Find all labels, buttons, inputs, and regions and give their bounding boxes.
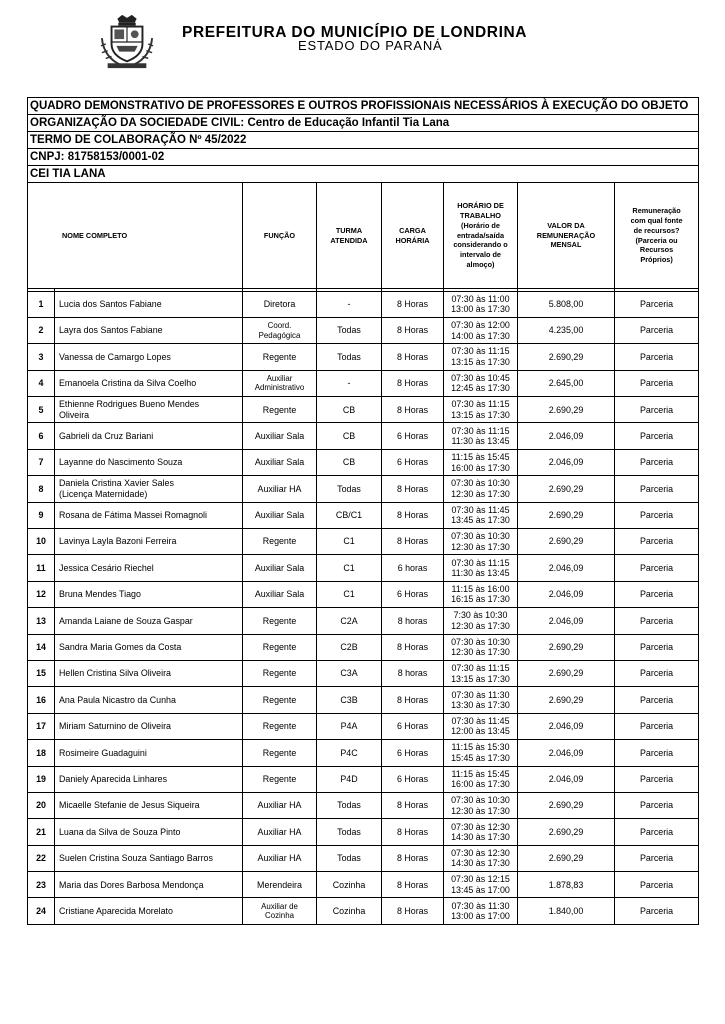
row-number: 2 [28, 317, 55, 343]
cell-valor: 2.690,29 [518, 660, 615, 686]
cell-fonte: Parceria [615, 476, 699, 502]
row-number: 1 [28, 291, 55, 317]
cell-turma: C3B [317, 687, 382, 713]
table-row [28, 317, 699, 343]
cell-turma: Cozinha [317, 898, 382, 924]
cell-horario: 07:30 às 11:00 13:00 às 17:30 [444, 291, 518, 317]
cell-valor: 2.046,09 [518, 423, 615, 449]
cell-horario: 11:15 às 15:30 15:45 às 17:30 [444, 740, 518, 766]
table-row [28, 819, 699, 845]
cell-nome: Gabrieli da Cruz Bariani [55, 423, 243, 449]
cell-nome: Amanda Laiane de Souza Gaspar [55, 608, 243, 634]
unit-line: CEI TIA LANA [28, 166, 699, 183]
cell-carga: 6 Horas [382, 713, 444, 739]
cell-turma: C1 [317, 529, 382, 555]
col-carga: CARGA HORÁRIA [382, 183, 444, 289]
cell-carga: 8 Horas [382, 502, 444, 528]
agreement-line: TERMO DE COLABORAÇÃO Nº 45/2022 [28, 132, 699, 149]
cell-carga: 6 Horas [382, 423, 444, 449]
cell-nome: Micaelle Stefanie de Jesus Siqueira [55, 792, 243, 818]
cell-carga: 8 Horas [382, 317, 444, 343]
col-nome: NOME COMPLETO [28, 183, 243, 289]
cell-fonte: Parceria [615, 713, 699, 739]
cell-funcao: Auxiliar HA [243, 845, 317, 871]
cell-nome: Hellen Cristina Silva Oliveira [55, 660, 243, 686]
cell-carga: 8 Horas [382, 634, 444, 660]
row-number: 3 [28, 344, 55, 370]
cell-valor: 2.046,09 [518, 740, 615, 766]
cell-nome: Vanessa de Camargo Lopes [55, 344, 243, 370]
row-number: 18 [28, 740, 55, 766]
cell-fonte: Parceria [615, 449, 699, 475]
cell-turma: Todas [317, 819, 382, 845]
cell-valor: 2.690,29 [518, 502, 615, 528]
table-row [28, 898, 699, 924]
cell-nome: Cristiane Aparecida Morelato [55, 898, 243, 924]
cell-fonte: Parceria [615, 766, 699, 792]
row-number: 17 [28, 713, 55, 739]
cell-funcao: Regente [243, 687, 317, 713]
cell-valor: 2.690,29 [518, 687, 615, 713]
cell-turma: C2A [317, 608, 382, 634]
row-number: 14 [28, 634, 55, 660]
cell-horario: 11:15 às 16:00 16:15 às 17:30 [444, 581, 518, 607]
cell-fonte: Parceria [615, 423, 699, 449]
cell-nome: Layanne do Nascimento Souza [55, 449, 243, 475]
cell-valor: 1.840,00 [518, 898, 615, 924]
cell-horario: 07:30 às 11:15 13:15 às 17:30 [444, 344, 518, 370]
cell-nome: Daniela Cristina Xavier Sales (Licença Maternidade) [55, 476, 243, 502]
cell-valor: 2.690,29 [518, 634, 615, 660]
header-title: PREFEITURA DO MUNICÍPIO DE LONDRINA [182, 24, 528, 41]
cell-carga: 8 Horas [382, 344, 444, 370]
row-number: 13 [28, 608, 55, 634]
letterhead [0, 0, 725, 80]
cell-funcao: Auxiliar Sala [243, 502, 317, 528]
cell-horario: 07:30 às 12:30 14:30 às 17:30 [444, 845, 518, 871]
cell-funcao: Auxiliar Sala [243, 423, 317, 449]
cell-fonte: Parceria [615, 660, 699, 686]
cell-funcao: Regente [243, 740, 317, 766]
cell-fonte: Parceria [615, 555, 699, 581]
cell-carga: 8 horas [382, 608, 444, 634]
cell-nome: Emanoela Cristina da Silva Coelho [55, 370, 243, 396]
table-row [28, 872, 699, 898]
cell-funcao: Auxiliar Sala [243, 581, 317, 607]
cell-funcao: Regente [243, 660, 317, 686]
cell-funcao: Regente [243, 397, 317, 423]
cell-nome: Lavinya Layla Bazoni Ferreira [55, 529, 243, 555]
cell-horario: 07:30 às 11:30 13:30 às 17:30 [444, 687, 518, 713]
cell-fonte: Parceria [615, 740, 699, 766]
cell-nome: Layra dos Santos Fabiane [55, 317, 243, 343]
cell-turma: Todas [317, 476, 382, 502]
row-number: 24 [28, 898, 55, 924]
cell-fonte: Parceria [615, 370, 699, 396]
cell-valor: 2.046,09 [518, 766, 615, 792]
table-row [28, 449, 699, 475]
cell-fonte: Parceria [615, 687, 699, 713]
cell-nome: Miriam Saturnino de Oliveira [55, 713, 243, 739]
cell-funcao: Merendeira [243, 872, 317, 898]
cell-valor: 2.690,29 [518, 344, 615, 370]
row-number: 5 [28, 397, 55, 423]
cell-turma: P4C [317, 740, 382, 766]
cell-funcao: Regente [243, 634, 317, 660]
cell-horario: 07:30 às 12:15 13:45 às 17:00 [444, 872, 518, 898]
cell-carga: 8 Horas [382, 898, 444, 924]
cell-funcao: Regente [243, 344, 317, 370]
cell-funcao: Coord. Pedagógica [243, 317, 317, 343]
cell-funcao: Regente [243, 608, 317, 634]
table-row [28, 608, 699, 634]
cell-nome: Maria das Dores Barbosa Mendonça [55, 872, 243, 898]
cell-horario: 11:15 às 15:45 16:00 às 17:30 [444, 449, 518, 475]
cell-valor: 2.690,29 [518, 476, 615, 502]
cell-funcao: Auxiliar Administrativo [243, 370, 317, 396]
cell-fonte: Parceria [615, 634, 699, 660]
cell-horario: 07:30 às 11:15 11:30 às 13:45 [444, 423, 518, 449]
row-number: 16 [28, 687, 55, 713]
row-number: 19 [28, 766, 55, 792]
cell-valor: 2.046,09 [518, 449, 615, 475]
table-row [28, 687, 699, 713]
table-row [28, 581, 699, 607]
cell-horario: 07:30 às 11:45 12:00 às 13:45 [444, 713, 518, 739]
cell-funcao: Auxiliar de Cozinha [243, 898, 317, 924]
cell-turma: Todas [317, 344, 382, 370]
cell-nome: Sandra Maria Gomes da Costa [55, 634, 243, 660]
cell-horario: 07:30 às 11:15 13:15 às 17:30 [444, 660, 518, 686]
row-number: 20 [28, 792, 55, 818]
cell-horario: 11:15 às 15:45 16:00 às 17:30 [444, 766, 518, 792]
cell-valor: 2.690,29 [518, 792, 615, 818]
cell-valor: 2.046,09 [518, 581, 615, 607]
cell-carga: 8 Horas [382, 370, 444, 396]
row-number: 9 [28, 502, 55, 528]
cell-funcao: Regente [243, 713, 317, 739]
cell-fonte: Parceria [615, 608, 699, 634]
cell-carga: 6 Horas [382, 740, 444, 766]
cell-turma: - [317, 370, 382, 396]
cell-funcao: Auxiliar Sala [243, 449, 317, 475]
cell-carga: 6 Horas [382, 766, 444, 792]
cell-horario: 07:30 às 10:45 12:45 às 17:30 [444, 370, 518, 396]
cell-carga: 6 horas [382, 555, 444, 581]
cell-turma: P4A [317, 713, 382, 739]
row-number: 8 [28, 476, 55, 502]
cell-fonte: Parceria [615, 792, 699, 818]
cell-valor: 2.046,09 [518, 555, 615, 581]
cell-carga: 8 Horas [382, 529, 444, 555]
table-row [28, 713, 699, 739]
cell-nome: Rosimeire Guadaguini [55, 740, 243, 766]
cell-valor: 2.645,00 [518, 370, 615, 396]
cell-fonte: Parceria [615, 529, 699, 555]
cell-valor: 1.878,83 [518, 872, 615, 898]
cell-valor: 2.690,29 [518, 819, 615, 845]
cell-funcao: Auxiliar HA [243, 819, 317, 845]
cell-turma: C2B [317, 634, 382, 660]
cell-valor: 2.046,09 [518, 713, 615, 739]
cell-nome: Ethienne Rodrigues Bueno Mendes Oliveira [55, 397, 243, 423]
cell-fonte: Parceria [615, 502, 699, 528]
cell-carga: 8 Horas [382, 872, 444, 898]
cell-horario: 07:30 às 12:30 14:30 às 17:30 [444, 819, 518, 845]
cell-nome: Bruna Mendes Tiago [55, 581, 243, 607]
cell-turma: C3A [317, 660, 382, 686]
cell-valor: 2.046,09 [518, 608, 615, 634]
cell-fonte: Parceria [615, 291, 699, 317]
cell-nome: Rosana de Fátima Massei Romagnoli [55, 502, 243, 528]
row-number: 7 [28, 449, 55, 475]
coat-of-arms-icon [98, 13, 156, 71]
row-number: 22 [28, 845, 55, 871]
table-row [28, 476, 699, 502]
cell-horario: 07:30 às 10:30 12:30 às 17:30 [444, 529, 518, 555]
cell-fonte: Parceria [615, 872, 699, 898]
cell-valor: 2.690,29 [518, 397, 615, 423]
cell-carga: 8 Horas [382, 291, 444, 317]
row-number: 15 [28, 660, 55, 686]
table-row [28, 660, 699, 686]
row-number: 4 [28, 370, 55, 396]
cell-turma: C1 [317, 581, 382, 607]
cell-funcao: Auxiliar HA [243, 792, 317, 818]
cell-carga: 8 Horas [382, 845, 444, 871]
cell-valor: 5.808,00 [518, 291, 615, 317]
cell-carga: 6 Horas [382, 449, 444, 475]
cell-turma: Todas [317, 792, 382, 818]
table-row [28, 291, 699, 317]
table-row [28, 502, 699, 528]
cell-nome: Lucia dos Santos Fabiane [55, 291, 243, 317]
cell-nome: Jessica Cesário Riechel [55, 555, 243, 581]
cell-nome: Suelen Cristina Souza Santiago Barros [55, 845, 243, 871]
col-horario: HORÁRIO DE TRABALHO (Horário de entrada/saída considerando o intervalo de almoço) [444, 183, 518, 289]
row-number: 12 [28, 581, 55, 607]
organization-line: ORGANIZAÇÃO DA SOCIEDADE CIVIL: Centro de Educação Infantil Tia Lana [28, 115, 699, 132]
cell-valor: 2.690,29 [518, 845, 615, 871]
cell-funcao: Regente [243, 766, 317, 792]
cell-carga: 8 horas [382, 660, 444, 686]
cell-turma: CB [317, 397, 382, 423]
table-row [28, 370, 699, 396]
cell-carga: 8 Horas [382, 687, 444, 713]
table-row [28, 845, 699, 871]
row-number: 6 [28, 423, 55, 449]
cell-horario: 07:30 às 11:30 13:00 às 17:00 [444, 898, 518, 924]
cell-fonte: Parceria [615, 397, 699, 423]
row-number: 10 [28, 529, 55, 555]
cell-carga: 8 Horas [382, 792, 444, 818]
col-funcao: FUNÇÃO [243, 183, 317, 289]
cell-carga: 8 Horas [382, 819, 444, 845]
cell-fonte: Parceria [615, 581, 699, 607]
cell-nome: Luana da Silva de Souza Pinto [55, 819, 243, 845]
cell-fonte: Parceria [615, 317, 699, 343]
cell-funcao: Regente [243, 529, 317, 555]
table-row [28, 634, 699, 660]
cell-turma: CB [317, 423, 382, 449]
cell-turma: C1 [317, 555, 382, 581]
cell-funcao: Auxiliar Sala [243, 555, 317, 581]
cell-fonte: Parceria [615, 898, 699, 924]
col-fonte: Remuneração com qual fonte de recursos? (Parceria ou Recursos Próprios) [615, 183, 699, 289]
cell-valor: 4.235,00 [518, 317, 615, 343]
cell-carga: 8 Horas [382, 397, 444, 423]
cell-turma: Cozinha [317, 872, 382, 898]
cell-fonte: Parceria [615, 344, 699, 370]
cell-funcao: Auxiliar HA [243, 476, 317, 502]
cell-nome: Daniely Aparecida Linhares [55, 766, 243, 792]
cell-valor: 2.690,29 [518, 529, 615, 555]
cell-horario: 07:30 às 11:15 13:15 às 17:30 [444, 397, 518, 423]
table-row [28, 397, 699, 423]
col-turma: TURMA ATENDIDA [317, 183, 382, 289]
cell-carga: 8 Horas [382, 476, 444, 502]
cell-nome: Ana Paula Nicastro da Cunha [55, 687, 243, 713]
col-valor: VALOR DA REMUNERAÇÃO MENSAL [518, 183, 615, 289]
cell-horario: 07:30 às 12:00 14:00 às 17:30 [444, 317, 518, 343]
table-row [28, 344, 699, 370]
cnpj-line: CNPJ: 81758153/0001-02 [28, 149, 699, 166]
cell-turma: - [317, 291, 382, 317]
cell-horario: 07:30 às 11:45 13:45 às 17:30 [444, 502, 518, 528]
table-row [28, 792, 699, 818]
cell-turma: CB/C1 [317, 502, 382, 528]
cell-horario: 07:30 às 11:15 11:30 às 13:45 [444, 555, 518, 581]
table-row [28, 423, 699, 449]
cell-turma: CB [317, 449, 382, 475]
header-subtitle: ESTADO DO PARANÁ [298, 38, 443, 53]
row-number: 11 [28, 555, 55, 581]
row-number: 21 [28, 819, 55, 845]
cell-horario: 7:30 às 10:30 12:30 às 17:30 [444, 608, 518, 634]
staff-table [27, 97, 699, 925]
cell-horario: 07:30 às 10:30 12:30 às 17:30 [444, 476, 518, 502]
table-row [28, 766, 699, 792]
cell-horario: 07:30 às 10:30 12:30 às 17:30 [444, 634, 518, 660]
cell-turma: Todas [317, 317, 382, 343]
table-row [28, 529, 699, 555]
cell-turma: Todas [317, 845, 382, 871]
cell-turma: P4D [317, 766, 382, 792]
doc-heading: QUADRO DEMONSTRATIVO DE PROFESSORES E OUTROS PROFISSIONAIS NECESSÁRIOS À EXECUÇÃO DO OBJETO [28, 98, 699, 115]
cell-funcao: Diretora [243, 291, 317, 317]
table-row [28, 555, 699, 581]
cell-carga: 6 Horas [382, 581, 444, 607]
table-row [28, 740, 699, 766]
cell-horario: 07:30 às 10:30 12:30 às 17:30 [444, 792, 518, 818]
row-number: 23 [28, 872, 55, 898]
cell-fonte: Parceria [615, 845, 699, 871]
cell-fonte: Parceria [615, 819, 699, 845]
